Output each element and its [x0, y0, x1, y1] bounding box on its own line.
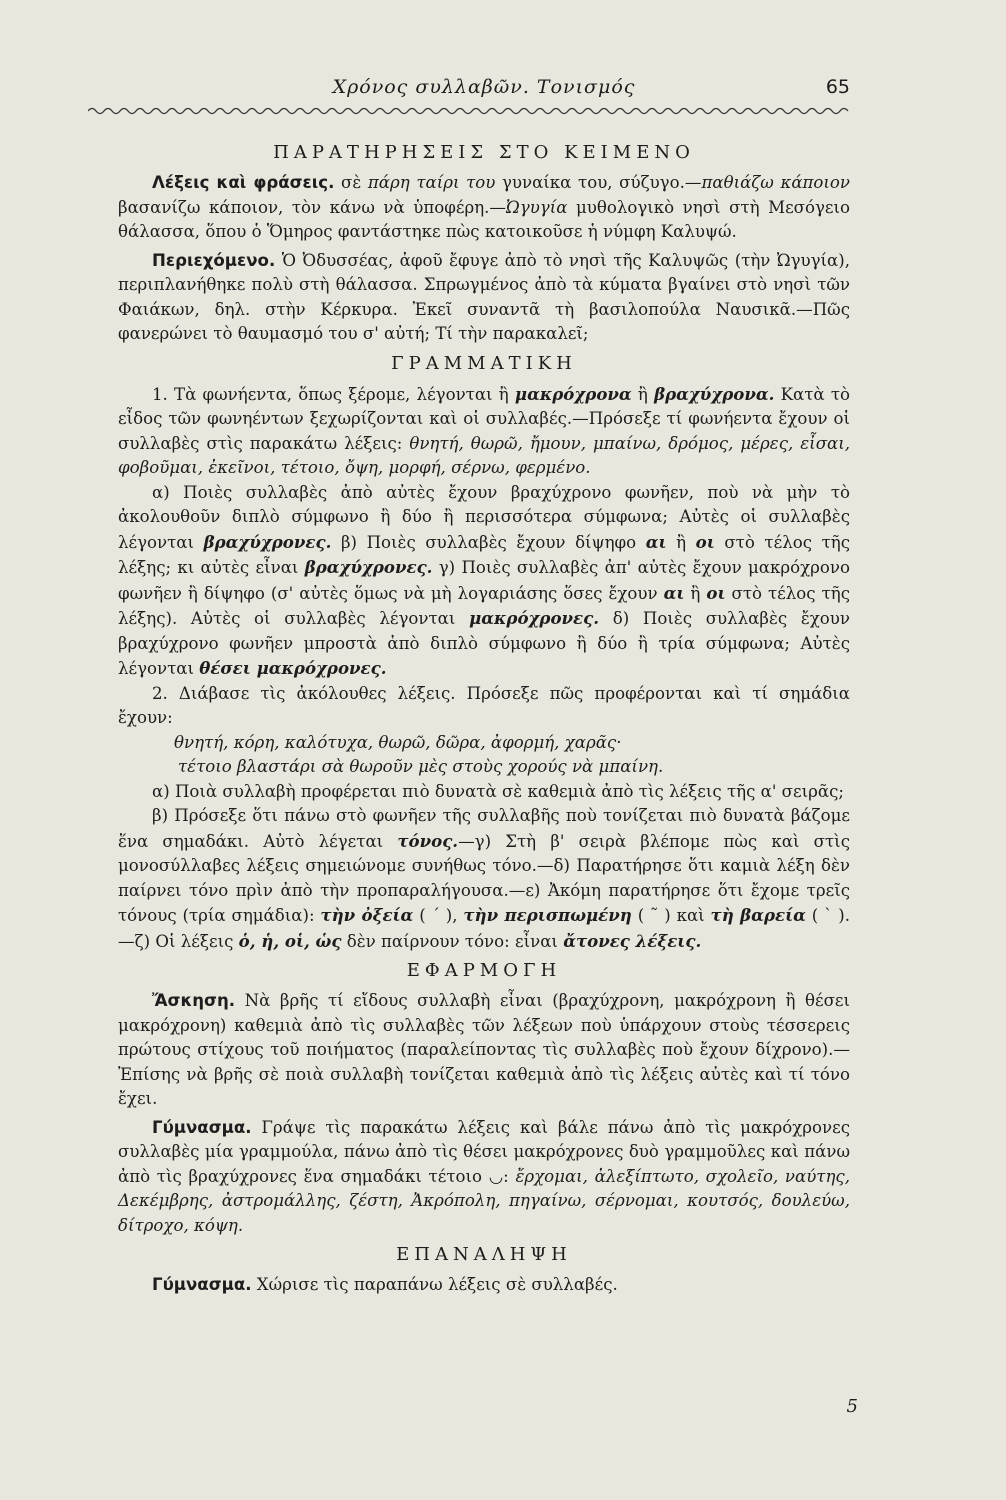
term: οι	[695, 531, 715, 552]
section-title-grammar: ΓΡΑΜΜΑΤΙΚΗ	[391, 352, 577, 374]
text: μυθολογικὸ νησὶ στὴ Μεσόγειο θάλασσα, ὅπου ὁ Ὅμηρος φαντάστηκε πὼς κατοικοῦσε ἡ νύμφη Καλυψώ.	[118, 197, 850, 241]
term: αι	[645, 531, 667, 552]
term: τόνος.	[397, 830, 459, 851]
paragraph-grammar-2	[118, 682, 850, 731]
term: τὴν περισπωμένη	[463, 905, 632, 925]
paragraph-words	[118, 171, 850, 245]
example-word: Ὠγυγία	[506, 197, 568, 217]
text: —γ) Στὴ β' σειρὰ βλέπομε πὼς καὶ στὶς μονοσύλλαβες λέξεις σημειώνομε συνήθως τόνο.—δ) Παρατήρησε ὅτι καμιὰ λέξη δὲν παίρνει τόνο πρὶν ἀπὸ τὴν προπαραλήγουσα.—ε) Ἀκόμη παρατήρησε ὅτι ἔχομε τρεῖς τόνους (τρία σημάδια):	[118, 831, 850, 925]
text: στὸ τέλος τῆς λέξης). Αὐτὲς οἱ συλλαβὲς λέγονται	[118, 583, 850, 628]
text: ( ´ ),	[413, 906, 464, 925]
term: βραχύχρονες.	[203, 531, 332, 552]
text: βασανίζω κάποιον, τὸν κάνω νὰ ὑποφέρη.—	[118, 197, 507, 217]
paragraph-grammar-2b	[118, 804, 850, 954]
text: ( ῀ ) καὶ	[631, 906, 711, 925]
text: α) Ποιὰ συλλαβὴ προφέρεται πιὸ δυνατὰ σὲ καθεμιὰ ἀπὸ τὶς λέξεις τῆς α' σειρᾶς;	[152, 781, 844, 801]
paragraph-grammar-1	[118, 382, 850, 481]
example-word: πάρη ταίρι του	[367, 173, 496, 192]
term: μακρόχρονες.	[469, 608, 600, 628]
term: βραχύχρονα.	[654, 383, 775, 404]
paragraph-drill	[118, 1116, 850, 1239]
example-words: ἔρχομαι, ἀλεξίπτωτο, σχολεῖο, ναύτης, Δεκέμβρης, ἀστρομάλλης, ζέστη, Ἀκρόπολη, πηγαίνω, σέρνομαι, κουτσός, δουλεύω, δίτροχο, κόψη.	[118, 1166, 850, 1235]
text: 2. Διάβασε τὶς ἀκόλουθες λέξεις. Πρόσεξε πῶς προφέρονται καὶ τί σημάδια ἔχουν:	[118, 683, 850, 727]
paragraph-exercise	[118, 989, 850, 1112]
label-exercise: Ἄσκηση.	[152, 991, 236, 1010]
text: ( ` ).—ζ) Οἱ λέξεις	[118, 906, 851, 951]
section-title-observations: ΠΑΡΑΤΗΡΗΣΕΙΣ ΣΤΟ ΚΕΙΜΕΝΟ	[273, 142, 695, 163]
text: στὸ τέλος τῆς λέξης; κι αὐτὲς εἶναι	[118, 532, 850, 577]
term: οι	[706, 582, 726, 603]
section-title-review: ΕΠΑΝΑΛΗΨΗ	[396, 1244, 572, 1265]
term: ὁ, ἡ, οἱ, ὡς	[238, 930, 342, 951]
signature-number: 5	[846, 1396, 858, 1417]
text: 1. Τὰ φωνήεντα, ὅπως ξέρομε, λέγονται ἢ	[152, 384, 515, 404]
label-content: Περιεχόμενο.	[152, 250, 276, 270]
example-words: θνητή, θωρῶ, ἤμουν, μπαίνω, δρόμος, μέρες, εἶσαι, φοβοῦμαι, ἐκεῖνοι, τέτοιο, ὄψη, μορφή, σέρνω, φερμένο.	[118, 433, 851, 477]
text: σὲ	[334, 173, 368, 192]
term: βραχύχρονες.	[304, 557, 433, 577]
paragraph-grammar-2a	[118, 780, 850, 805]
term: τὴ βαρεία	[710, 905, 806, 925]
label-review-drill: Γύμνασμα.	[152, 1275, 252, 1294]
text: Νὰ βρῆς τί εἴδους συλλαβὴ εἶναι (βραχύχρονη, μακρόχρονη ἢ θέσει μακρόχρονη) καθεμιὰ ἀπὸ τὶς συλλαβὲς τῶν λέξεων ποὺ ὑπάρχουν στοὺς τέσσερεις πρώτους στίχους τοῦ ποιήματος (παραλείποντας τὶς συλλαβὲς ποὺ ἔχουν δίχρονο).—Ἐπίσης νὰ βρῆς σὲ ποιὰ συλλαβὴ τονίζεται καθεμιὰ ἀπὸ τὶς λέξεις αὐτὲς καὶ τί τόνο ἔχει.	[118, 991, 850, 1108]
text: ἢ	[666, 532, 696, 552]
term: τὴν ὀξεία	[320, 905, 414, 925]
verse-line-2: τέτοιο βλαστάρι σὰ θωροῦν μὲς στοὺς χορούς νὰ μπαίνη.	[178, 757, 664, 776]
running-title: Χρόνος συλλαβῶν. Τονισμός	[332, 76, 636, 98]
label-words-phrases: Λέξεις καὶ φράσεις.	[152, 173, 335, 192]
paragraph-content	[118, 249, 850, 347]
verse-block	[118, 731, 850, 780]
page-number: 65	[825, 76, 850, 98]
label-drill: Γύμνασμα.	[152, 1117, 252, 1137]
section-title-application: ΕΦΑΡΜΟΓΗ	[406, 960, 562, 981]
text: β) Ποιὲς συλλαβὲς ἔχουν δίψηφο	[331, 532, 646, 552]
example-word: παθιάζω κάποιον	[701, 173, 851, 192]
verse-line-1: θνητή, κόρη, καλότυχα, θωρῶ, δῶρα, ἀφορμή, χαρᾶς·	[174, 732, 622, 752]
text: Κατὰ τὸ εἶδος τῶν φωνηέντων ξεχωρίζονται καὶ οἱ συλλαβές.—Πρόσεξε τί φωνήεντα ἔχουν οἱ συλλαβὲς στὶς παρακάτω λέξεις:	[118, 384, 850, 453]
term: θέσει μακρόχρονες.	[199, 658, 387, 678]
paragraph-review-drill	[118, 1273, 850, 1298]
text: γυναίκα του, σύζυγο.—	[495, 173, 702, 192]
term: αι	[663, 582, 685, 603]
page-body	[118, 136, 850, 1298]
text: α) Ποιὲς συλλαβὲς ἀπὸ αὐτὲς ἔχουν βραχύχρονο φωνῆεν, ποὺ νὰ μὴν τὸ ἀκολουθοῦν διπλὸ σύμφωνο ἢ δύο ἢ περισσότερα σύμφωνα; Αὐτὲς οἱ συλλαβὲς λέγονται	[118, 482, 850, 552]
text: Χώρισε τὶς παραπάνω λέξεις σὲ συλλαβές.	[251, 1275, 618, 1294]
paragraph-grammar-1a	[118, 481, 850, 682]
text: δὲν παίρνουν τόνο: εἶναι	[341, 931, 564, 951]
text: Γράψε τὶς παρακάτω λέξεις καὶ βάλε πάνω ἀπὸ τὶς μακρόχρονες συλλαβὲς μία γραμμούλα, πάνω ἀπὸ τὶς θέσει μακρόχρονες δυὸ γραμμοῦλες καὶ πάνω ἀπὸ τὶς βραχύχρονες ἕνα σημαδάκι τέτοιο ◡:	[118, 1117, 850, 1186]
text: ἢ	[631, 384, 655, 404]
page-header	[118, 76, 850, 104]
text: γ) Ποιὲς συλλαβὲς ἀπ' αὐτὲς ἔχουν μακρόχρονο φωνῆεν ἢ δίψηφο (σ' αὐτὲς ὅμως νὰ μὴ λογαριάσης ὅσες ἔχουν	[118, 558, 850, 603]
text: δ) Ποιὲς συλλαβὲς ἔχουν βραχύχρονο φωνῆεν μπροστὰ ἀπὸ διπλὸ σύμφωνο ἢ δύο ἢ τρία σύμφωνα; Αὐτὲς λέγονται	[118, 609, 850, 678]
wavy-rule	[88, 104, 850, 118]
text: β) Πρόσεξε ὅτι πάνω στὸ φωνῆεν τῆς συλλαβῆς ποὺ τονίζεται πιὸ δυνατὰ βάζομε ἕνα σημαδάκι. Αὐτὸ λέγεται	[118, 806, 850, 851]
text: Ὁ Ὀδυσσέας, ἀφοῦ ἔφυγε ἀπὸ τὸ νησὶ τῆς Καλυψῶς (τὴν Ὠγυγία), περιπλανήθηκε πολὺ στὴ θάλασσα. Σπρωγμένος ἀπὸ τὰ κύματα βγαίνει στὸ νησὶ τῶν Φαιάκων, δηλ. στὴν Κέρκυρα. Ἐκεῖ συναντᾶ τὴ βασιλοπούλα Ναυσικᾶ.—Πῶς φανερώνει τὸ θαυμασμό του σ' αὐτή; Τί τὴν παρακαλεῖ;	[118, 250, 850, 343]
term: ἄτονες λέξεις.	[563, 930, 702, 951]
text: ἢ	[684, 583, 707, 603]
term: μακρόχρονα	[514, 383, 632, 404]
